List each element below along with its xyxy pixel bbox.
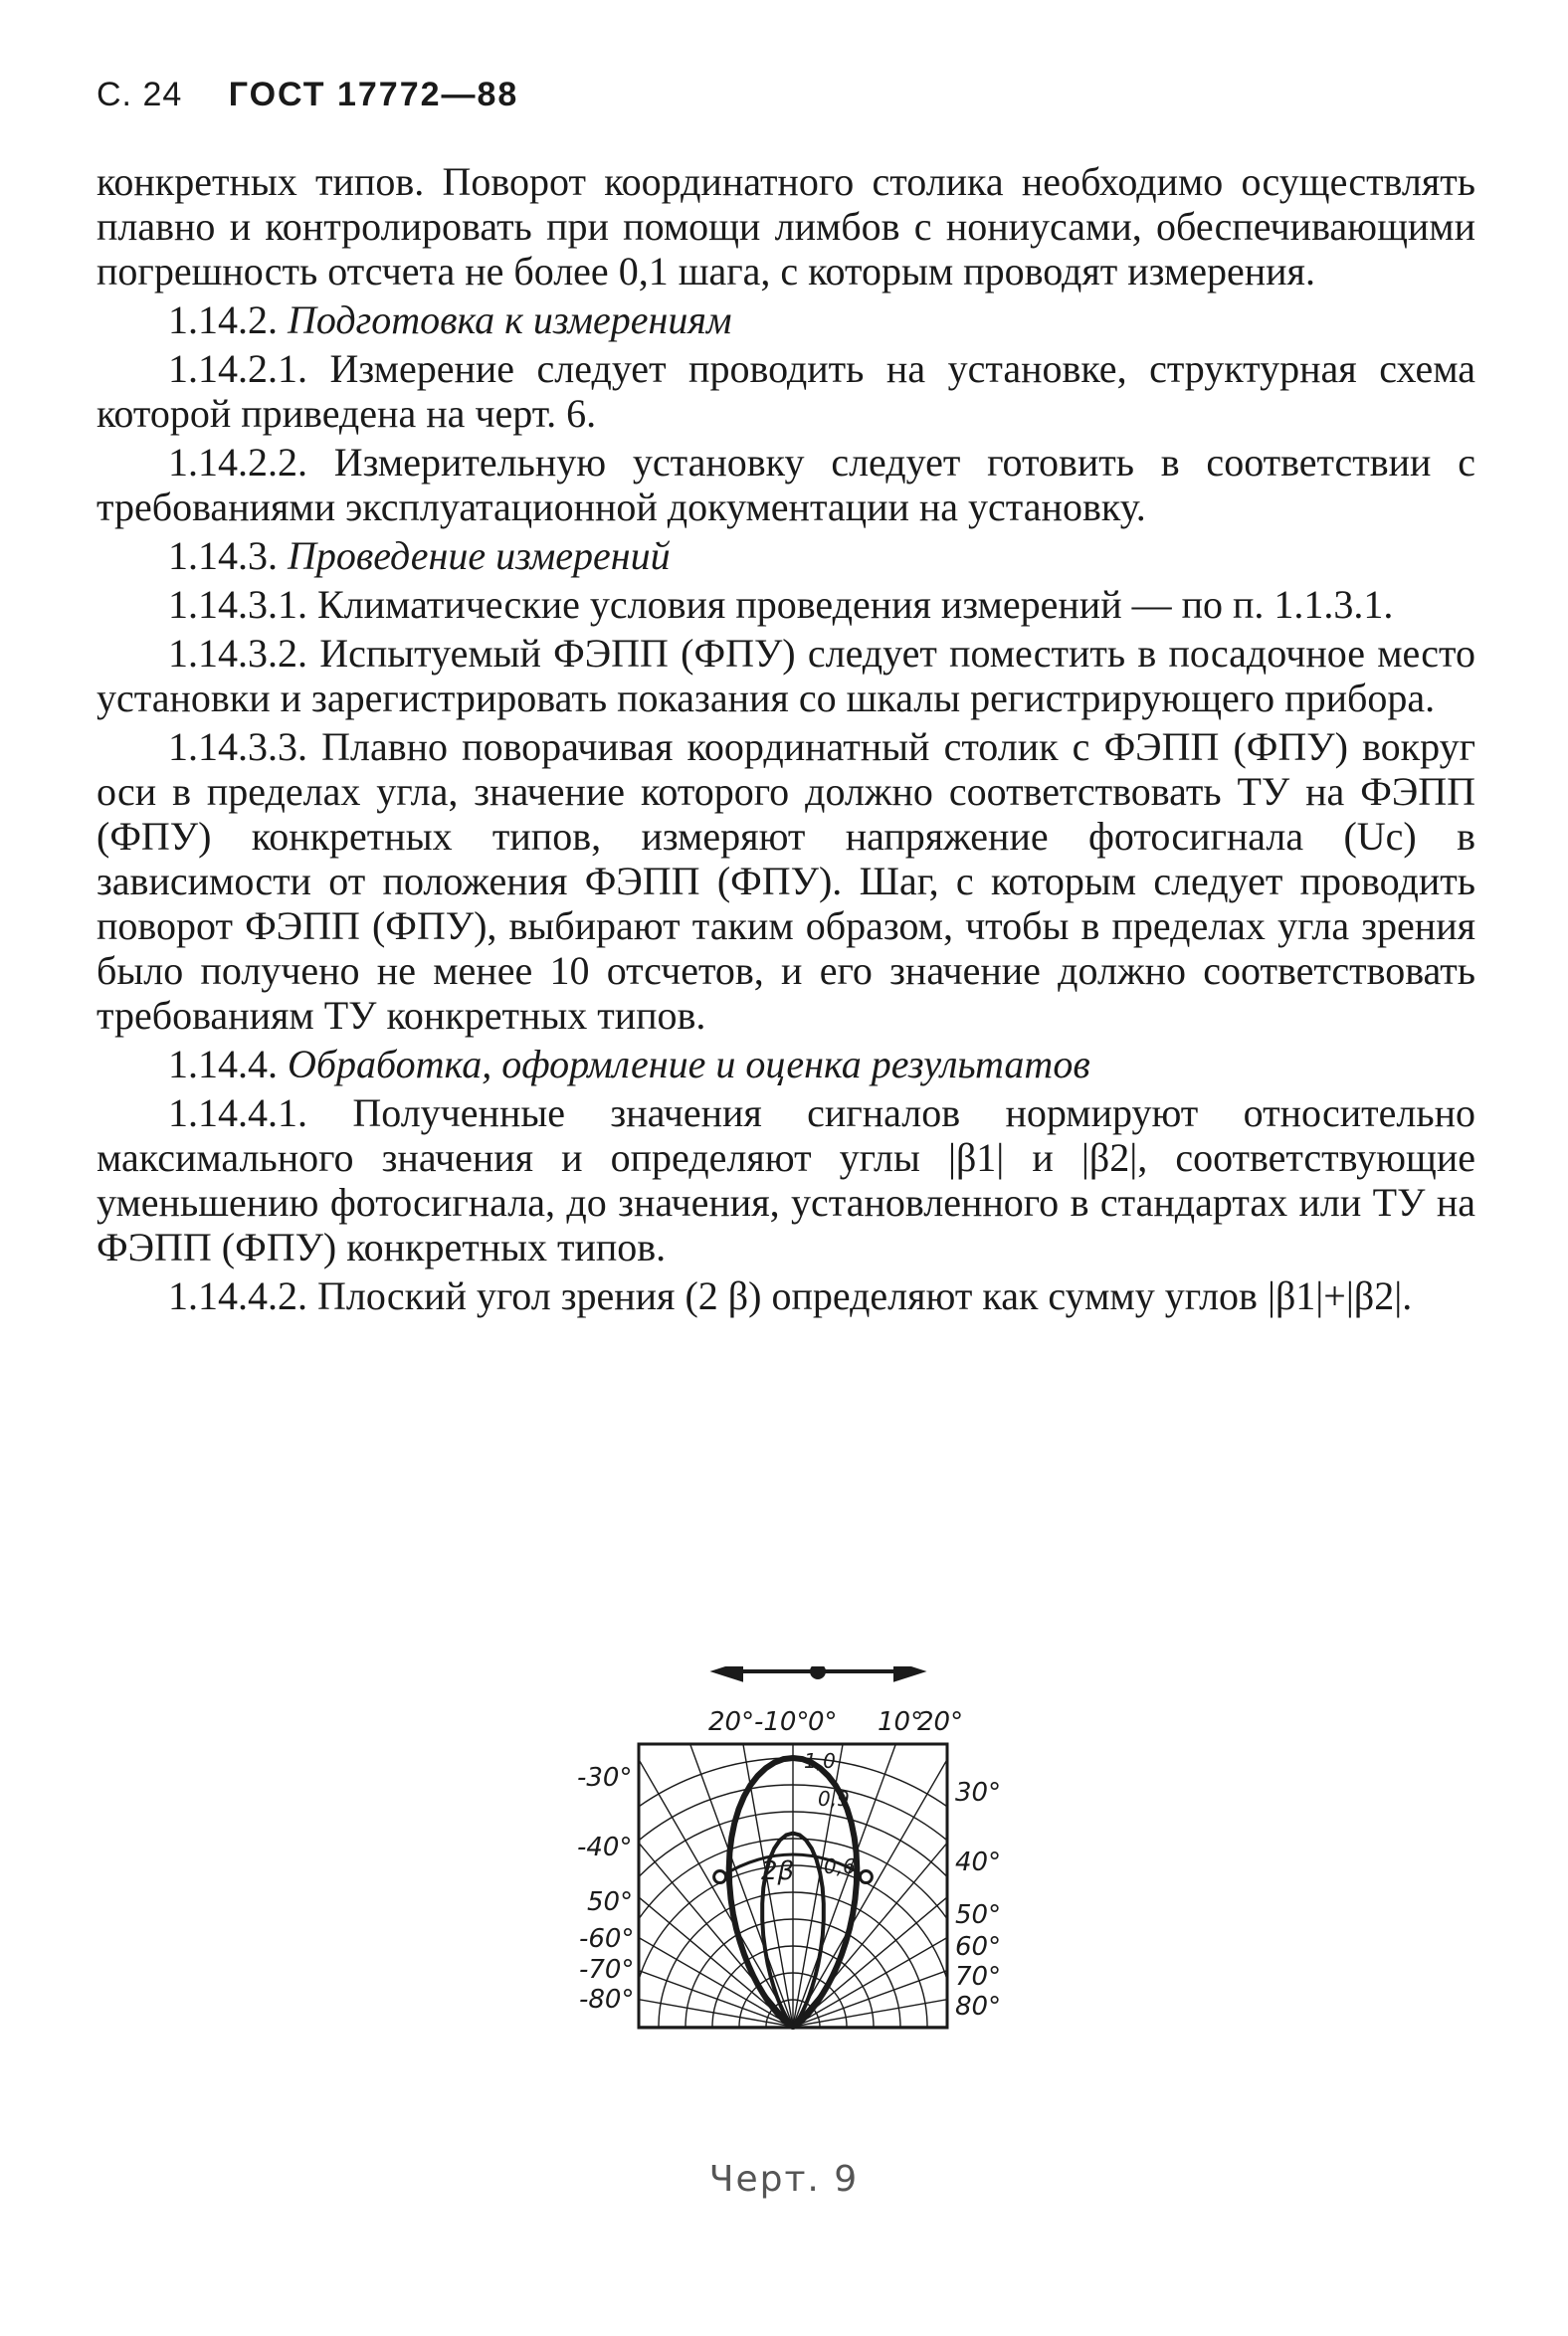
measurement-point [860, 1871, 872, 1883]
paragraph: 1.14.3.1. Климатические условия проведения измерений — по п. 1.1.3.1. [168, 582, 1394, 627]
section-heading [97, 297, 1475, 342]
top-angle-label: 10° [878, 1707, 924, 1737]
top-angle-label: 20° [917, 1707, 964, 1737]
paragraph: 1.14.2.2. Измерительную установку следует готовить в соответствии с требованиями эксплуатационной документации на установку. [97, 440, 1475, 529]
top-angle-label: 20° [708, 1707, 755, 1737]
section-heading [97, 533, 1475, 578]
paragraph-continued: конкретных типов. Поворот координатного столика необходимо осуществлять плавно и контролировать при помощи лимбов с нониусами, обеспечивающими погрешность отсчета не более 0,1 шага, с которым проводят измерения. [97, 159, 1475, 293]
top-angle-label: 0° [808, 1707, 838, 1737]
left-angle-label: 50° [587, 1887, 634, 1917]
paragraph: 1.14.4.1. Полученные значения сигналов нормируют относительно максимального значения и определяют углы |β1| и |β2|, соответствующие уменьшению фотосигнала, до значения, установленного в стандартах или ТУ на ФЭПП (ФПУ) конкретных типов. [97, 1090, 1475, 1269]
grid-radial-line [793, 1907, 1055, 2027]
radial-label: 1,0 [804, 1749, 836, 1773]
page-number: С. 24 [97, 76, 183, 113]
paragraph: 1.14.2.1. Измерение следует проводить на установке, структурная схема которой приведена на черт. 6. [97, 346, 1475, 436]
section-number: 1.14.3. [168, 533, 278, 578]
right-angle-label: 40° [955, 1848, 1002, 1877]
right-angle-label: 80° [955, 1992, 1002, 2022]
grid-radial-line [793, 1802, 1055, 2027]
polar-diagram-figure [557, 1666, 1055, 2144]
section-heading [97, 1042, 1475, 1086]
paragraph: 1.14.3.2. Испытуемый ФЭПП (ФПУ) следует поместить в посадочное место установки и зарегистрировать показания со шкалы регистрирующего прибора. [97, 631, 1475, 720]
figure-caption: Черт. 9 [708, 2159, 860, 2200]
left-angle-label: -80° [579, 1985, 635, 2015]
body-text [97, 159, 1475, 1322]
radial-label: 0,9 [818, 1787, 850, 1811]
beam-width-label: 2β [761, 1856, 795, 1886]
standard-code: ГОСТ 17772—88 [228, 76, 519, 113]
section-title: Проведение измерений [288, 533, 671, 578]
rotation-arrow-icon [716, 1666, 920, 1679]
section-number: 1.14.4. [168, 1042, 278, 1086]
measurement-point [714, 1871, 726, 1883]
left-angle-label: -60° [579, 1924, 635, 1954]
left-angle-label: -30° [577, 1763, 633, 1793]
radial-label: 0,6 [824, 1854, 856, 1878]
section-title: Подготовка к измерениям [288, 297, 732, 342]
page-header [97, 72, 518, 115]
right-angle-label: 60° [955, 1932, 1002, 1962]
right-angle-label: 70° [955, 1962, 1002, 1992]
paragraph: 1.14.3.3. Плавно поворачивая координатный столик с ФЭПП (ФПУ) вокруг оси в пределах угла, значение которого должно соответствовать ТУ на ФЭПП (ФПУ) конкретных типов, измеряют напряжение фотосигнала (Uс) в зависимости от положения ФЭПП (ФПУ). Шаг, с которым следует проводить поворот ФЭПП (ФПУ), выбирают таким образом, чтобы в пределах угла зрения было получено не менее 10 отсчетов, и его значение должно соответствовать требованиям ТУ конкретных типов. [97, 724, 1475, 1038]
paragraph: 1.14.4.2. Плоский угол зрения (2 β) определяют как сумму углов |β1|+|β2|. [168, 1273, 1413, 1318]
polar-diagram [557, 1666, 1055, 2144]
right-angle-label: 30° [955, 1778, 1002, 1808]
top-angle-label: -10° [754, 1707, 810, 1737]
section-title: Обработка, оформление и оценка результатов [288, 1042, 1090, 1086]
left-angle-label: -70° [579, 1955, 635, 1985]
right-angle-label: 50° [955, 1900, 1002, 1930]
left-angle-label: -40° [577, 1833, 633, 1862]
section-number: 1.14.2. [168, 297, 278, 342]
